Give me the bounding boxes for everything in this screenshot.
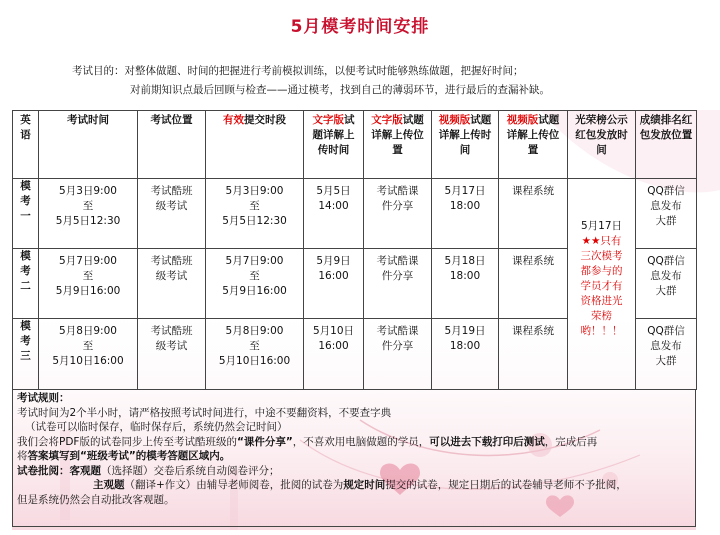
video-time-cell: 5月19日 18:00	[432, 319, 499, 390]
video-time-cell: 5月17日 18:00	[432, 179, 499, 249]
exam-location-cell: 考试酷班级考试	[138, 179, 206, 249]
rules-line: 考试时间为2个半小时，请严格按照考试时间进行，中途不要翻资料，不要查字典	[17, 406, 392, 419]
honor-cell	[568, 179, 636, 390]
text-time-cell: 5月5日 14:00	[304, 179, 364, 249]
submit-period-cell: 5月7日9:00 至 5月9日16:00	[206, 249, 304, 319]
text-location-cell: 考试酷课件分享	[364, 319, 432, 390]
header-subject: 英语	[13, 111, 39, 179]
schedule-table	[12, 110, 697, 390]
header-video-time: 视频版试题详解上传时间	[432, 111, 499, 179]
exam-time-cell: 5月7日9:00 至 5月9日16:00	[39, 249, 138, 319]
rank-cell: QQ群信息发布大群	[636, 249, 697, 319]
intro-purpose: 考试目的：对整体做题、时间的把握进行考前模拟训练，以便考试时能够熟练做题，把握好时间；	[72, 65, 524, 77]
row-label: 模考三	[13, 319, 39, 390]
grading-line: 主观题（翻译+作文）由辅导老师阅卷，批阅的试卷为规定时间提交的试卷，规定日期后的试卷辅导老师不予批阅，	[93, 479, 627, 491]
rules-line: 我们会将PDF版的试卷同步上传至考试酷班级的“课件分享”，不喜欢用电脑做题的学员，可以进去下载打印后测试，完成后再	[17, 435, 598, 448]
table-header-row	[13, 111, 697, 179]
star-icon: ★★	[581, 235, 601, 247]
video-location-cell: 课程系统	[499, 319, 568, 390]
row-label: 模考二	[13, 249, 39, 319]
rules-line: （试卷可以临时保存，临时保存后，系统仍然会记时间）	[25, 421, 288, 433]
page-title: 5月模考时间安排	[290, 17, 430, 37]
exam-location-cell: 考试酷班级考试	[138, 249, 206, 319]
grading-line: 试卷批阅：客观题（选择题）交卷后系统自动阅卷评分；	[17, 464, 280, 477]
honor-date: 5月17日	[580, 220, 623, 232]
exam-rules	[12, 389, 696, 527]
rules-heading: 考试规则：	[17, 392, 70, 404]
table-row	[13, 179, 697, 249]
video-location-cell: 课程系统	[499, 249, 568, 319]
submit-period-cell: 5月3日9:00 至 5月5日12:30	[206, 179, 304, 249]
rules-line: 但是系统仍然会自动批改客观题。	[17, 493, 175, 506]
text-location-cell: 考试酷课件分享	[364, 179, 432, 249]
intro-purpose-cont: 对前期知识点最后回顾与检查——通过模考，找到自己的薄弱环节，进行最后的查漏补缺。	[130, 84, 550, 96]
exam-location-cell: 考试酷班级考试	[138, 319, 206, 390]
exam-time-cell: 5月8日9:00 至 5月10日16:00	[39, 319, 138, 390]
honor-note: ★★只有三次模考都参与的学员才有资格进光荣榜哟！！！	[580, 235, 623, 337]
header-honor: 光荣榜公示红包发放时间	[568, 111, 636, 179]
submit-period-cell: 5月8日9:00 至 5月10日16:00	[206, 319, 304, 390]
header-exam-time: 考试时间	[39, 111, 138, 179]
exam-time-cell: 5月3日9:00 至 5月5日12:30	[39, 179, 138, 249]
header-text-location: 文字版试题详解上传位置	[364, 111, 432, 179]
text-location-cell: 考试酷课件分享	[364, 249, 432, 319]
header-text-time: 文字版试题详解上传时间	[304, 111, 364, 179]
header-rank: 成绩排名红包发放位置	[636, 111, 697, 179]
header-submit-period: 有效提交时段	[206, 111, 304, 179]
text-time-cell: 5月9日 16:00	[304, 249, 364, 319]
header-exam-location: 考试位置	[138, 111, 206, 179]
rank-cell: QQ群信息发布大群	[636, 179, 697, 249]
video-time-cell: 5月18日 18:00	[432, 249, 499, 319]
row-label: 模考一	[13, 179, 39, 249]
rank-cell: QQ群信息发布大群	[636, 319, 697, 390]
header-video-location: 视频版试题详解上传位置	[499, 111, 568, 179]
text-time-cell: 5月10日 16:00	[304, 319, 364, 390]
rules-line: 将答案填写到“班级考试”的模考答题区域内。	[17, 450, 231, 462]
video-location-cell: 课程系统	[499, 179, 568, 249]
